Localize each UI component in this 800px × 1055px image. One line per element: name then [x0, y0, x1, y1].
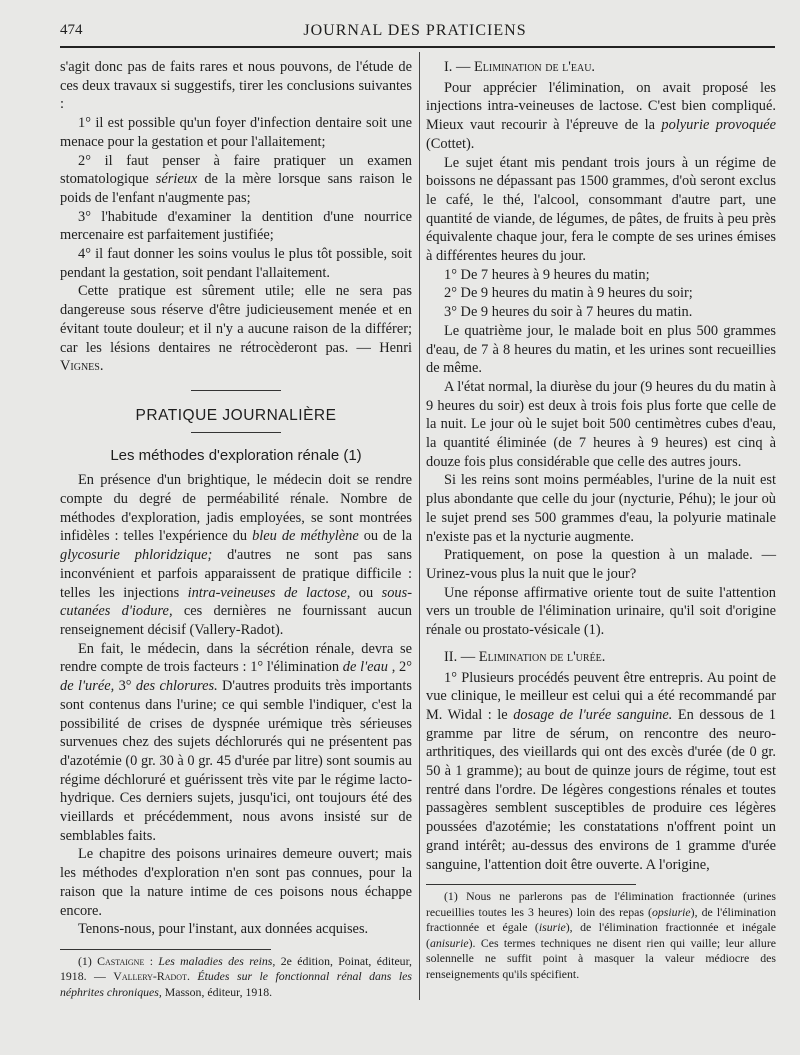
list-item-1: 1° De 7 heures à 9 heures du matin; [444, 266, 650, 283]
list-item-3: 3° De 9 heures du soir à 7 heures du matin. [444, 304, 693, 321]
right-paragraph-2: Le sujet étant mis pendant trois jours à un régime de boissons ne dépassant pas 1500 grammes, d'où seront exclus le café, le thé, l'alcool, consommant d'autre part, une quantité de viande, de légumes, de pâtes, de fruits à peu près équivalente chaque jour, fera le compte de ses urines émises à différentes heures du jour. [426, 154, 776, 265]
page-number: 474 [60, 22, 83, 38]
article-paragraph-3: Le chapitre des poisons urinaires demeure ouvert; mais les méthodes d'exploration n'en sont pas connues, pour la raison que la nature intime de ces poisons nous échappe encore. [60, 846, 412, 919]
article-paragraph-4: Tenons-nous, pour l'instant, aux données acquises. [78, 921, 369, 938]
right-paragraph-1: Pour apprécier l'élimination, on avait proposé les injections intra-veineuses de lactose. C'est bien compliqué. Mieux vaut recourir à l'épreuve de la polyurie provoquée (Cottet). [426, 79, 776, 152]
footnote-right: (1) Nous ne parlerons pas de l'élimination fractionnée (urines recueillies toutes les 3 heures) loin des repas (opsiurie), de l'élimination fractionnée et égale (isurie), de l'élimination fractionnée et inégale (anisurie). Ces termes techniques ne disent rien qui vaille; leur allure solennelle ne suffit point à masquer la valeur médiocre des renseignements qu'ils spécifient. [426, 889, 776, 981]
footnote-rule-right [426, 884, 636, 885]
right-paragraph-4: A l'état normal, la diurèse du jour (9 heures du du matin à 9 heures du soir) est deux à trois fois plus forte que celle de la nuit. Le jour où le sujet boit 500 centimètres cubes d'eau, la quantité éliminée (de 7 heures à 9 heures) est cinq à douze fois plus considérable que celle des autres jours. [426, 378, 776, 470]
conclusion-2: 2° il faut penser à faire pratiquer un examen stomatologique sérieux de la mère lorsque sans raison le poids de l'enfant n'augmente pas; [60, 152, 412, 206]
journal-title: JOURNAL DES PRATICIENS [303, 22, 527, 39]
right-paragraph-3: Le quatrième jour, le malade boit en plus 500 grammes d'eau, de 7 à 8 heures du matin, et les urines sont recueillies de même. [426, 322, 776, 377]
footnote-left: (1) Castaigne : Les maladies des reins, 2e édition, Poinat, éditeur, 1918. — Vallery-Radot. Études sur le fonctionnal rénal dans les néphrites chroniques, Masson, éditeur, 1918. [60, 953, 412, 999]
footnote-rule [60, 949, 271, 950]
right-paragraph-8: 1° Plusieurs procédés peuvent être entrepris. Au point de vue clinique, le meilleur est celui qui a été recommandé par M. Widal : le dosage de l'urée sanguine. En dessous de 1 gramme par litre de sérum, on rencontre des neuro-arthritiques, des vieillards qui ont des excès d'urée (de 0 gr. 50 à 1 gramme); au bout de quinze jours de régime, tout est rentré dans l'ordre. De légères congestions rénales et toutes passagères semblent susceptibles de produire ces légères poussées d'azotémie; les constatations n'offrent point un grand intérêt; au-dessus des environs de 1 gramme d'urée sanguine, l'attention doit être ouverte. A l'origine, [426, 669, 776, 873]
article-title: Les méthodes d'exploration rénale (1) [110, 446, 362, 464]
column-divider [419, 52, 420, 1000]
article-paragraph-2: En fait, le médecin, dans la sécrétion rénale, devra se rendre compte de trois facteurs : 1° l'élimination de l'eau , 2° de l'urée, 3° des chlorures. D'autres produits très importants sont contenus dans l'urine; ce qui semble l'indiquer, c'est la possibilité de crises de dyspnée urémique très sérieuses survenues chez des sujets déchlorurés qui ne présentent pas d'azotémie (0 gr. 30 à 0 gr. 45 d'urée par litre) sont soumis au régime déchloruré et guérissent très vite par le régime lacto-hydrique. Ces derniers sujets, jusqu'ici, ont toujours été des vieillards et précédemment, nous avons insisté sur de semblables faits. [60, 640, 412, 844]
page-header [60, 18, 770, 46]
article-paragraph-1: En présence d'un brightique, le médecin doit se rendre compte du degré de perméabilité rénale. Nombre de méthodes d'exploration, jadis employées, se sont montrées infidèles : telles l'expérience du bleu de méthylène ou de la glycosurie phloridzique; d'autres ne sont pas sans inconvénient et parfois apparaissent de pratique difficile : telles les injections intra-veineuses de lactose, ou sous-cutanées d'iodure, ces dernières ne fournissant aucun renseignement décisif (Vallery-Radot). [60, 472, 412, 638]
left-column [60, 58, 412, 1000]
right-column [426, 58, 776, 982]
section-rule-top [191, 390, 281, 391]
right-paragraph-6: Pratiquement, on pose la question à un malade. — Urinez-vous plus la nuit que le jour? [426, 547, 776, 582]
author-name: Vignes [60, 358, 100, 375]
list-item-2: 2° De 9 heures du matin à 9 heures du soir; [444, 285, 693, 302]
conclusion-4: 4° il faut donner les soins voulus le plus tôt possible, soit pendant la gestation, soit pendant l'allaitement. [60, 246, 412, 281]
section-title: PRATIQUE JOURNALIÈRE [135, 406, 337, 424]
closing-paragraph: Cette pratique est sûrement utile; elle ne sera pas dangereuse sous réserve d'être judicieusement menée et en évitant toute douleur; et il n'y a aucune raison de la différer; car les lésions dentaires ne rétrocèderont pas. — Henri Vignes. [60, 283, 412, 375]
intro-paragraph: s'agit donc pas de faits rares et nous pouvons, de l'étude de ces deux travaux si suggestifs, tirer les conclusions suivantes : [60, 59, 412, 113]
conclusion-1: 1° il est possible qu'un foyer d'infection dentaire soit une menace pour la gestation et pour l'allaitement; [60, 115, 412, 150]
section-rule-bottom [191, 432, 281, 433]
right-paragraph-7: Une réponse affirmative oriente tout de suite l'attention vers un trouble de l'élimination urinaire, qu'il soit d'origine rénale ou prostato-vésicale (1). [426, 584, 776, 639]
right-paragraph-5: Si les reins sont moins perméables, l'urine de la nuit est plus abondante que celle du jour (nycturie, Péhu); le jour où le sujet prend ses 500 grammes d'eau, la polyurie matinale n'existe pas et la nycturie augmente. [426, 472, 776, 545]
header-rule [60, 46, 775, 48]
conclusion-3: 3° l'habitude d'examiner la dentition d'une nourrice mercenaire est parfaitement justifiée; [60, 208, 412, 244]
subsection-heading-1: I. — Elimination de l'eau. [444, 59, 596, 75]
subsection-heading-2: II. — Elimination de l'urée. [444, 648, 606, 665]
